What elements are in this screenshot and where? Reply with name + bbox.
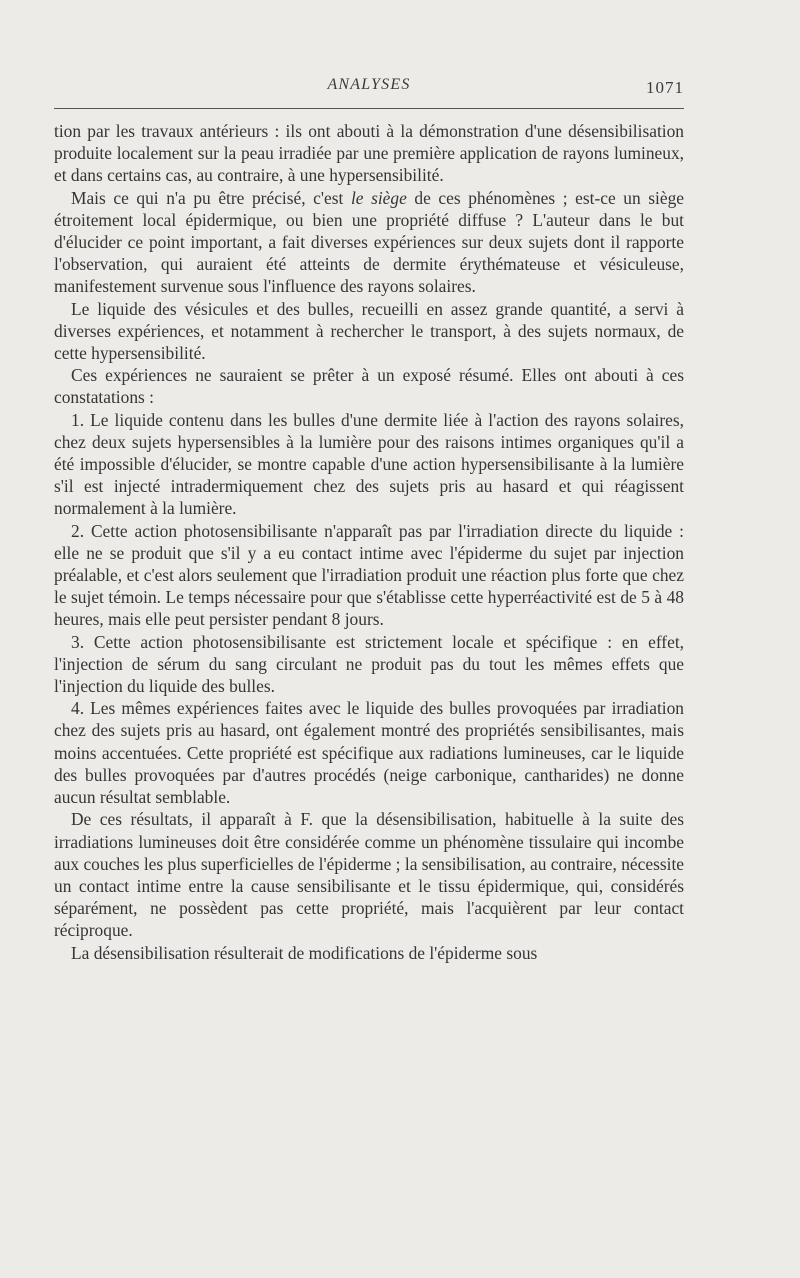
paragraph-final: La désensibilisation résulterait de modifications de l'épiderme sous <box>71 942 538 963</box>
paragraph-conclusion: De ces résultats, il apparaît à F. que la désensibilisation, habituelle à la suite des irradiations lumineuses doit être considérée comme un phénomène tissulaire qui incombe aux couches les plus superficielles de l'épiderme ; la sensibilisation, au contraire, nécessite un contact intime entre la cause sensibilisante et le tissu épidermique, qui, considérés séparément, ne possèdent pas cette propriété, mais l'acquièrent par leur contact réciproque. <box>54 809 684 941</box>
running-head: ANALYSES <box>327 76 411 93</box>
paragraph-continuation: tion par les travaux antérieurs : ils ont abouti à la démonstration d'une désensibilisation produite localement sur la peau irradiée par une première application de rayons lumineux, et dans certains cas, au contraire, à une hypersensibilité. <box>54 121 684 186</box>
italic-term: le siège <box>350 187 407 208</box>
page-number: 1071 <box>646 78 684 97</box>
paragraph-experiences: Ces expériences ne sauraient se prêter à un exposé résumé. Elles ont abouti à ces constatations : <box>54 365 684 408</box>
paragraph-liquide: Le liquide des vésicules et des bulles, recueilli en assez grande quantité, a servi à diverses expériences, et notamment à rechercher le transport, à des sujets normaux, de cette hypersensibilité. <box>54 298 684 364</box>
header-rule <box>54 108 684 109</box>
paragraph-text: de ces phénomènes ; est-ce un siège étroitement local épidermique, ou bien une propriété diffuse ? L'auteur dans le but d'élucider ce point important, a fait diverses expériences sur deux sujets dont il rapporte l'observation, qui auraient été atteints de dermite érythémateuse et vésiculeuse, manifestement survenue sous l'influence des rayons solaires. <box>54 187 684 297</box>
paragraph-text: Mais ce qui n'a pu être précisé, c'est <box>71 187 351 208</box>
finding-4: 4. Les mêmes expériences faites avec le liquide des bulles provoquées par irradiation chez des sujets pris au hasard, ont également montré des propriétés sensibilisantes, mais moins accentuées. Cette propriété est spécifique aux radiations lumineuses, car le liquide des bulles provoquées par d'autres procédés (neige carbonique, cantharides) ne donne aucun résultat semblable. <box>54 698 684 808</box>
finding-1: 1. Le liquide contenu dans les bulles d'une dermite liée à l'action des rayons solaires, chez deux sujets hypersensibles à la lumière pour des raisons intimes organiques qu'il a été impossible d'élucider, se montre capable d'une action hypersensibilisante à la lumière s'il est injecté intradermiquement chez des sujets pris au hasard et qui réagissent normalement à la lumière. <box>54 409 684 519</box>
article-body <box>54 120 684 964</box>
paragraph-siege <box>54 187 684 298</box>
page-header <box>54 76 684 100</box>
finding-2: 2. Cette action photosensibilisante n'apparaît pas par l'irradiation directe du liquide : elle ne se produit que s'il y a eu contact intime avec l'épiderme du sujet par injection préalable, et c'est alors seulement que l'irradiation produit une réaction plus forte que chez le sujet témoin. Le temps nécessaire pour que s'établisse cette hyperréactivité est de 5 à 48 heures, mais elle peut persister pendant 8 jours. <box>54 520 684 630</box>
finding-3: 3. Cette action photosensibilisante est strictement locale et spécifique : en effet, l'injection de sérum du sang circulant ne produit pas du tout les mêmes effets que l'injection du liquide des bulles. <box>54 631 684 697</box>
